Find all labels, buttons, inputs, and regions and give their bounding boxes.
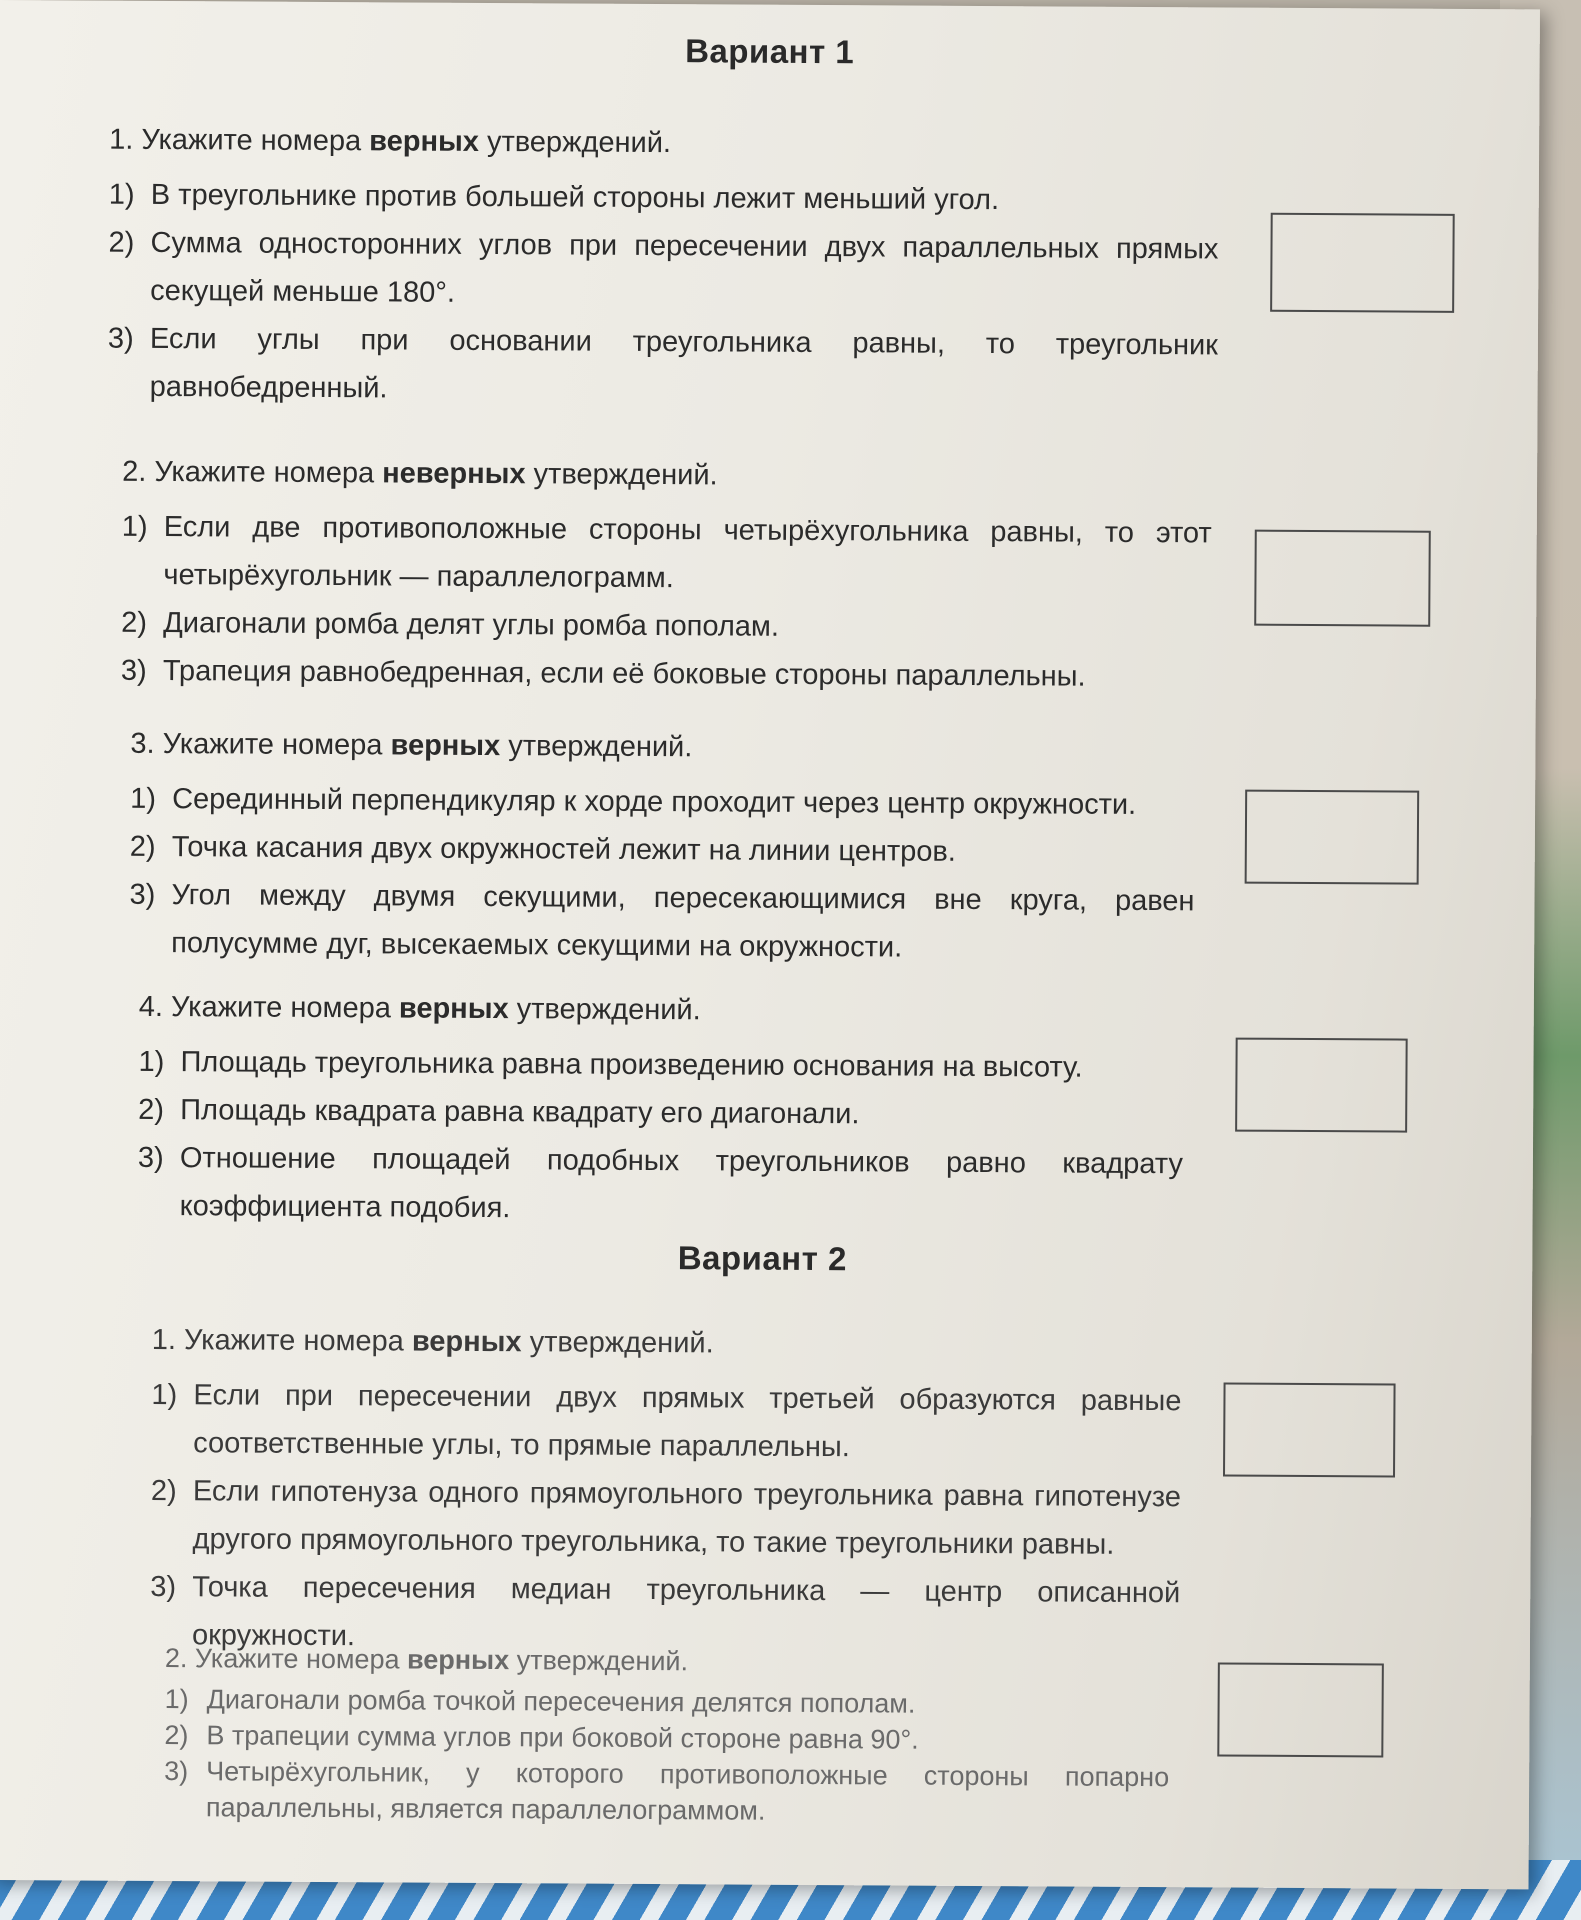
task-prefix: Укажите номера <box>183 1324 404 1358</box>
statement-item <box>164 1717 1169 1759</box>
statement-item <box>137 1134 1183 1236</box>
v1-task-2 <box>121 451 1212 702</box>
task-prefix: Укажите номера <box>154 455 375 490</box>
statement-text: В трапеции сумма углов при боковой стороне равна 90°. <box>206 1720 919 1755</box>
answer-box[interactable] <box>1217 1662 1384 1757</box>
task-number: 3. <box>130 727 155 760</box>
task-keyword: верных <box>406 1644 510 1676</box>
variant-2-title: Вариант 2 <box>677 1239 847 1278</box>
statement-number: 1) <box>151 1378 178 1412</box>
statement-number: 1) <box>138 1045 165 1079</box>
task-title <box>165 1641 1170 1681</box>
answer-box[interactable] <box>1270 213 1455 313</box>
statement-item <box>108 219 1219 322</box>
task-title <box>152 1319 1182 1367</box>
statement-number: 1) <box>130 782 157 815</box>
task-number: 1. <box>151 1323 177 1357</box>
statement-number: 2) <box>138 1093 165 1127</box>
task-title <box>130 723 1195 772</box>
task-prefix: Укажите номера <box>171 991 391 1025</box>
statement-number: 2) <box>121 606 148 639</box>
v1-task-1 <box>107 119 1219 418</box>
v1-task-3 <box>129 723 1195 974</box>
statement-item <box>138 1086 1183 1140</box>
statement-text: Четырёхугольник, у которого противоположные стороны попарно параллельны, является параллелограммом. <box>205 1756 1170 1826</box>
statement-number: 3) <box>150 1570 177 1604</box>
statement-text: Если гипотенуза одного прямоугольного треугольника равна гипотенузе другого прямоугольного треугольника, то такие треугольники равны. <box>192 1475 1181 1561</box>
task-suffix: утверждений. <box>486 125 672 160</box>
task-suffix: утверждений. <box>533 458 718 492</box>
statement-number: 2) <box>150 1474 177 1508</box>
statement-number: 2) <box>108 226 135 259</box>
task-suffix: утверждений. <box>516 1645 689 1677</box>
statement-number: 1) <box>164 1684 189 1715</box>
task-title <box>109 119 1219 168</box>
task-number: 4. <box>138 990 164 1024</box>
statement-item <box>150 1467 1181 1569</box>
answer-box[interactable] <box>1254 530 1431 627</box>
task-title <box>122 451 1212 500</box>
statement-item <box>121 647 1211 702</box>
v1-task-4 <box>137 986 1183 1236</box>
statement-item <box>138 1038 1183 1092</box>
statement-item <box>121 503 1212 606</box>
task-suffix: утверждений. <box>529 1326 714 1360</box>
task-keyword: верных <box>369 125 480 158</box>
statement-text: Трапеция равнобедренная, если её боковые стороны параллельны. <box>162 655 1086 693</box>
statement-item <box>109 171 1219 226</box>
task-keyword: неверных <box>382 457 526 491</box>
statement-text: Диагонали ромба делят углы ромба пополам. <box>163 607 780 643</box>
statement-item <box>107 315 1218 418</box>
answer-box[interactable] <box>1223 1383 1396 1478</box>
statement-item <box>164 1753 1169 1831</box>
v2-task-2 <box>164 1641 1170 1831</box>
statement-number: 2) <box>129 830 156 863</box>
answer-box[interactable] <box>1245 790 1420 885</box>
statement-text: Площадь треугольника равна произведению основания на высоту. <box>180 1046 1083 1084</box>
task-keyword: верных <box>398 992 509 1026</box>
answer-box[interactable] <box>1235 1038 1408 1133</box>
statement-text: Угол между двумя секущими, пересекающимися вне круга, равен полусумме дуг, высекаемых секущими на окружности. <box>171 879 1195 964</box>
statement-text: Площадь квадрата равна квадрату его диагонали. <box>180 1094 860 1131</box>
statement-item <box>129 871 1195 974</box>
task-prefix: Укажите номера <box>194 1643 400 1675</box>
statement-text: Точка касания двух окружностей лежит на линии центров. <box>171 831 956 868</box>
statement-text: Точка пересечения медиан треугольника — центр описанной окружности. <box>191 1571 1181 1653</box>
statement-text: Если углы при основании треугольника равны, то треугольник равнобедренный. <box>149 322 1219 405</box>
statement-item <box>130 823 1195 878</box>
statement-text: Сумма односторонних углов при пересечении двух параллельных прямых секущей меньше 180°. <box>150 226 1219 309</box>
statement-text: Если при пересечении двух прямых третьей образуются равные соответственные углы, то прямые параллельны. <box>193 1379 1182 1464</box>
task-title <box>139 986 1184 1034</box>
statement-item <box>130 775 1195 830</box>
statement-item <box>121 599 1211 654</box>
statement-number: 1) <box>108 178 135 211</box>
statement-text: Отношение площадей подобных треугольников равно квадрату коэффициента подобия. <box>179 1142 1184 1225</box>
task-keyword: верных <box>390 729 501 763</box>
task-suffix: утверждений. <box>516 993 701 1027</box>
statement-number: 3) <box>129 878 156 911</box>
v2-task-1 <box>150 1319 1182 1665</box>
task-prefix: Укажите номера <box>162 728 383 762</box>
statement-number: 3) <box>137 1141 164 1175</box>
statement-text: В треугольнике против большей стороны лежит меньший угол. <box>150 178 1000 217</box>
statement-number: 3) <box>107 322 134 355</box>
statement-number: 3) <box>164 1756 189 1787</box>
statement-item <box>165 1681 1170 1723</box>
task-number: 2. <box>122 455 147 488</box>
statement-number: 3) <box>120 654 147 687</box>
statement-number: 2) <box>164 1720 189 1751</box>
variant-1-title: Вариант 1 <box>685 32 855 71</box>
task-suffix: утверждений. <box>508 730 693 764</box>
task-number: 2. <box>164 1643 188 1674</box>
statement-number: 1) <box>121 510 148 543</box>
task-number: 1. <box>109 123 134 156</box>
statement-item <box>151 1371 1182 1473</box>
statement-text: Диагонали ромба точкой пересечения делятся пополам. <box>206 1684 916 1719</box>
statement-text: Серединный перпендикуляр к хорде проходит через центр окружности. <box>172 783 1137 821</box>
statement-text: Если две противоположные стороны четырёхугольника равны, то этот четырёхугольник — параллелограмм. <box>163 511 1212 595</box>
task-prefix: Укажите номера <box>141 123 362 158</box>
task-keyword: верных <box>411 1325 522 1359</box>
